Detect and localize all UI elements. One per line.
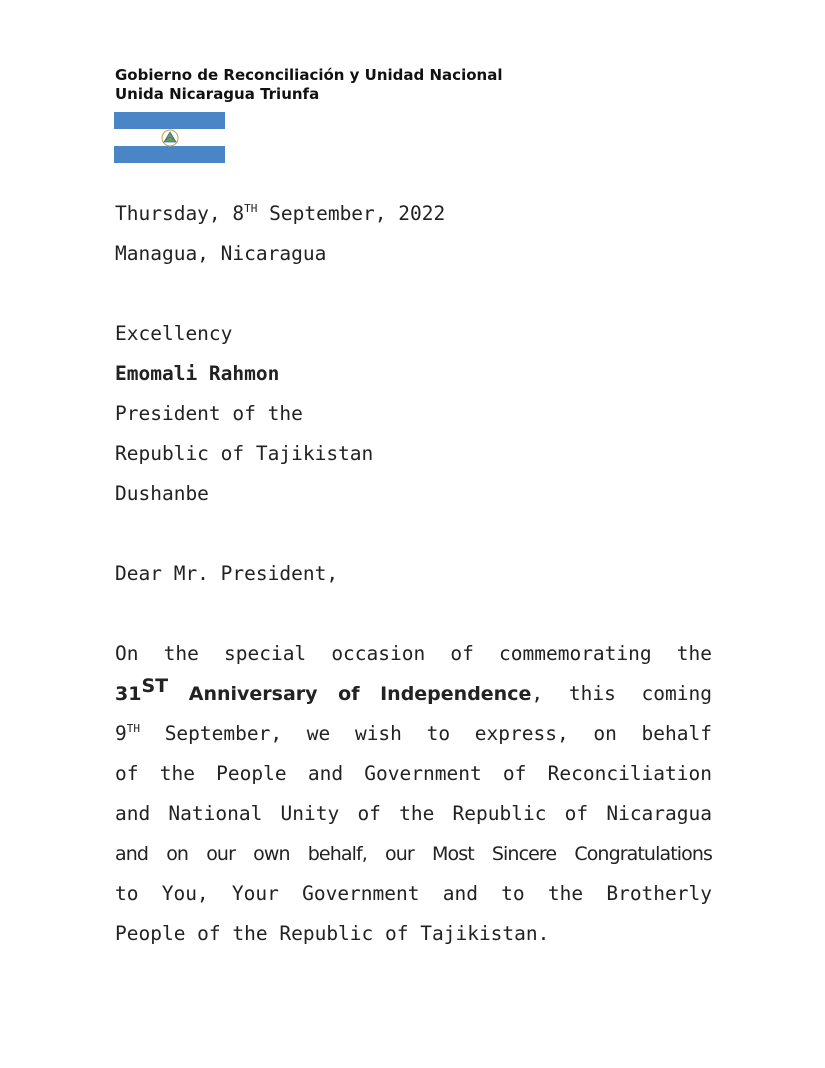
body-line-4: of the People and Government of Reconciliation [115, 762, 712, 785]
letter-body [115, 194, 712, 954]
date-day-suffix: TH [244, 202, 258, 215]
body-line-8: People of the Republic of Tajikistan. [115, 922, 550, 945]
body-paragraph [115, 634, 712, 954]
letterhead-line-1: Gobierno de Reconciliación y Unidad Nacional [115, 66, 503, 84]
letter-place: Managua, Nicaragua [115, 242, 327, 265]
body-line-2: 31ST Anniversary of Independence, this coming [115, 675, 712, 705]
greeting: Dear Mr. President, [115, 562, 339, 585]
body-line-7: to You, Your Government and to the Brotherly [115, 882, 712, 905]
body-line-5: and National Unity of the Republic of Nicaragua [115, 802, 712, 825]
coat-of-arms-icon [160, 129, 180, 147]
flag-top-band [114, 112, 225, 129]
body-line-6: and on our own behalf, our Most Sincere Congratulations [115, 843, 712, 865]
recipient-salutation-title: Excellency [115, 322, 233, 345]
letterhead [115, 66, 502, 104]
recipient-title-line-1: President of the [115, 402, 303, 425]
body-line-1: On the special occasion of commemorating the [115, 642, 712, 665]
recipient-title-line-2: Republic of Tajikistan [115, 442, 374, 465]
letter-date: Thursday, 8TH September, 2022 [115, 202, 446, 225]
letterhead-line-2: Unida Nicaragua Triunfa [115, 85, 320, 103]
recipient-name: Emomali Rahmon [115, 362, 280, 385]
recipient-city: Dushanbe [115, 482, 209, 505]
flag-middle-band [114, 129, 225, 146]
nicaragua-flag-icon [114, 112, 225, 163]
flag-bottom-band [114, 146, 225, 163]
body-line-3: 9TH September, we wish to express, on behalf [115, 722, 712, 745]
